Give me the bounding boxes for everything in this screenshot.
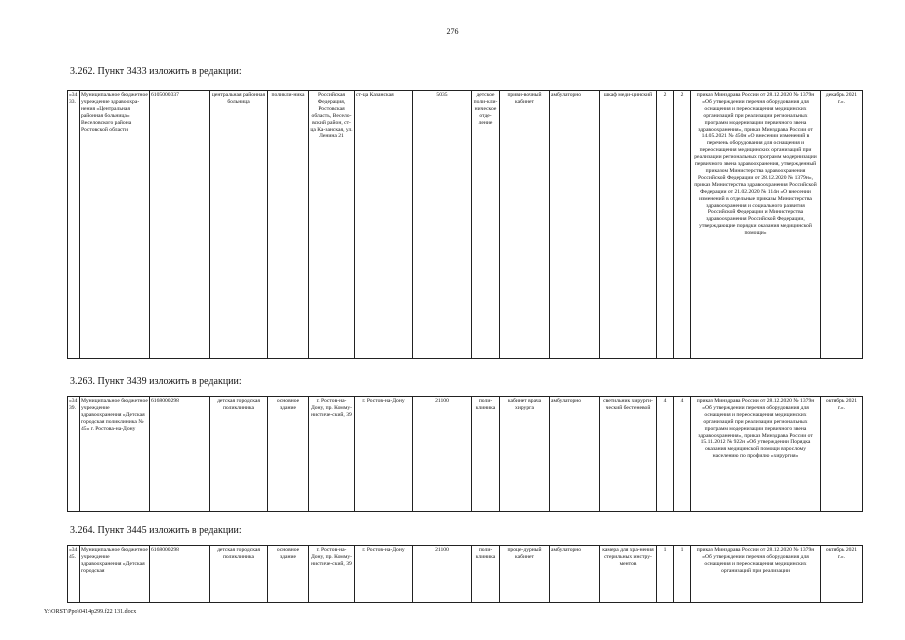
cell-qty-b: 4 <box>674 397 691 512</box>
section-heading-3263: 3.263. Пункт 3439 изложить в редакции: <box>70 376 242 387</box>
cell-room: кабинет врача хирурга <box>500 397 550 512</box>
cell-date: октябрь 2021 г.». <box>821 397 863 512</box>
table-row <box>68 91 863 359</box>
cell-care: амбулаторно <box>550 546 600 603</box>
cell-num: «3439. <box>68 397 80 512</box>
cell-oktmo: 5035 <box>413 91 472 359</box>
cell-oktmo: 21100 <box>413 546 472 603</box>
cell-basis: приказ Минздрава России от 28.12.2020 № 1379н «Об утверждении перечня оборудования для оснащения и переоснащения медицинских организаций при реализации региональных программ модернизации первичного звена здравоохранения», приказ Минздрава России от 15.11.2012 № 922н «Об утверждении Порядка оказания медицинской помощи взрослому населению по профилю «хирургия» <box>691 397 821 512</box>
cell-building: основное здание <box>268 397 309 512</box>
cell-org: Муниципальное бюджетное учреждение здравоохранения «Детская городская <box>80 546 150 603</box>
cell-department: детское поли-кли-ническое отде-ление <box>472 91 500 359</box>
cell-care: амбулаторно <box>550 91 600 359</box>
section-heading-3264: 3.264. Пункт 3445 изложить в редакции: <box>70 525 242 536</box>
cell-qty-b: 2 <box>674 91 691 359</box>
cell-room: проце-дурный кабинет <box>500 546 550 603</box>
cell-org: Муниципальное бюджетное учреждение здравоохранения «Детская городская поликлиника № 45» г. Ростова-на-Дону <box>80 397 150 512</box>
cell-building: поликли-ника <box>268 91 309 359</box>
cell-code: 6105000337 <box>150 91 210 359</box>
cell-department: поли-клиника <box>472 546 500 603</box>
cell-num: «3433. <box>68 91 80 359</box>
section-heading-3262: 3.262. Пункт 3433 изложить в редакции: <box>70 66 242 77</box>
cell-facility: центральная районная больница <box>210 91 268 359</box>
table-3433 <box>67 90 863 359</box>
footer-file-path: Y:\ORST\Ppo\0414p299.f22 131.docx <box>44 609 137 615</box>
cell-department: поли-клиника <box>472 397 500 512</box>
cell-address: г. Ростов-на-Дону, пр. Комму-нистиче-ский, 39 <box>309 397 355 512</box>
table-row <box>68 397 863 512</box>
cell-locality: г. Ростов-на-Дону <box>355 546 413 603</box>
cell-qty-a: 2 <box>657 91 674 359</box>
table-row <box>68 546 863 603</box>
cell-locality: ст-ца Казанская <box>355 91 413 359</box>
cell-num: «3445. <box>68 546 80 603</box>
cell-care: амбулаторно <box>550 397 600 512</box>
cell-room: приви-вочный кабинет <box>500 91 550 359</box>
cell-oktmo: 21100 <box>413 397 472 512</box>
cell-equipment: камера для хра-нения стерильных инстру-ментов <box>600 546 657 603</box>
cell-facility: детская городская поликлиника <box>210 397 268 512</box>
cell-date: декабрь 2021 г.». <box>821 91 863 359</box>
page-number: 276 <box>446 27 459 36</box>
cell-qty-a: 1 <box>657 546 674 603</box>
cell-date: октябрь 2021 г.». <box>821 546 863 603</box>
cell-qty-b: 1 <box>674 546 691 603</box>
cell-org: Муниципальное бюджетное учреждение здравоохра-нения «Центральная районная больница» Веселовского района Ростовской области <box>80 91 150 359</box>
cell-code: 6168000298 <box>150 397 210 512</box>
cell-facility: детская городская поликлиника <box>210 546 268 603</box>
cell-address: г. Ростов-на-Дону, пр. Комму-нистиче-ский, 39 <box>309 546 355 603</box>
cell-address: Российская Федерация, Ростовская область, Весело-вский район, ст-ца Ка-занская, ул. Ленина 21 <box>309 91 355 359</box>
table-3445 <box>67 545 863 603</box>
cell-code: 6168000298 <box>150 546 210 603</box>
cell-building: основное здание <box>268 546 309 603</box>
cell-locality: г. Ростов-на-Дону <box>355 397 413 512</box>
table-3439 <box>67 396 863 512</box>
cell-equipment: светильник хирурги-ческий бестеневой <box>600 397 657 512</box>
cell-basis: приказ Минздрава России от 28.12.2020 № 1379н «Об утверждении перечня оборудования для оснащения и переоснащения медицинских организаций при реализации <box>691 546 821 603</box>
cell-basis: приказ Минздрава России от 28.12.2020 № 1379н «Об утверждении перечня оборудования для оснащения и переоснащения медицинских организаций при реализации региональных программ модернизации первичного звена здравоохранения», приказ Минздрава России от 14.05.2021 № 450н «О внесении изменений в перечень оборудования для оснащения и переоснащения медицинских организаций при реализации региональных программ модернизации первичного звена здравоохранения, утвержденный приказом Министерства здравоохранения Российской Федерации от 28.12.2020 № 1379н», приказ Министерства здравоохранения Российской Федерации от 21.02.2020 № 114н «О внесении изменений в отдельные приказы Министерства здравоохранения и социального развития Российской Федерации и Министерства здравоохранения Российской Федерации, утверждающие порядки оказания медицинской помощи» <box>691 91 821 359</box>
cell-qty-a: 4 <box>657 397 674 512</box>
cell-equipment: шкаф меди-цинский <box>600 91 657 359</box>
